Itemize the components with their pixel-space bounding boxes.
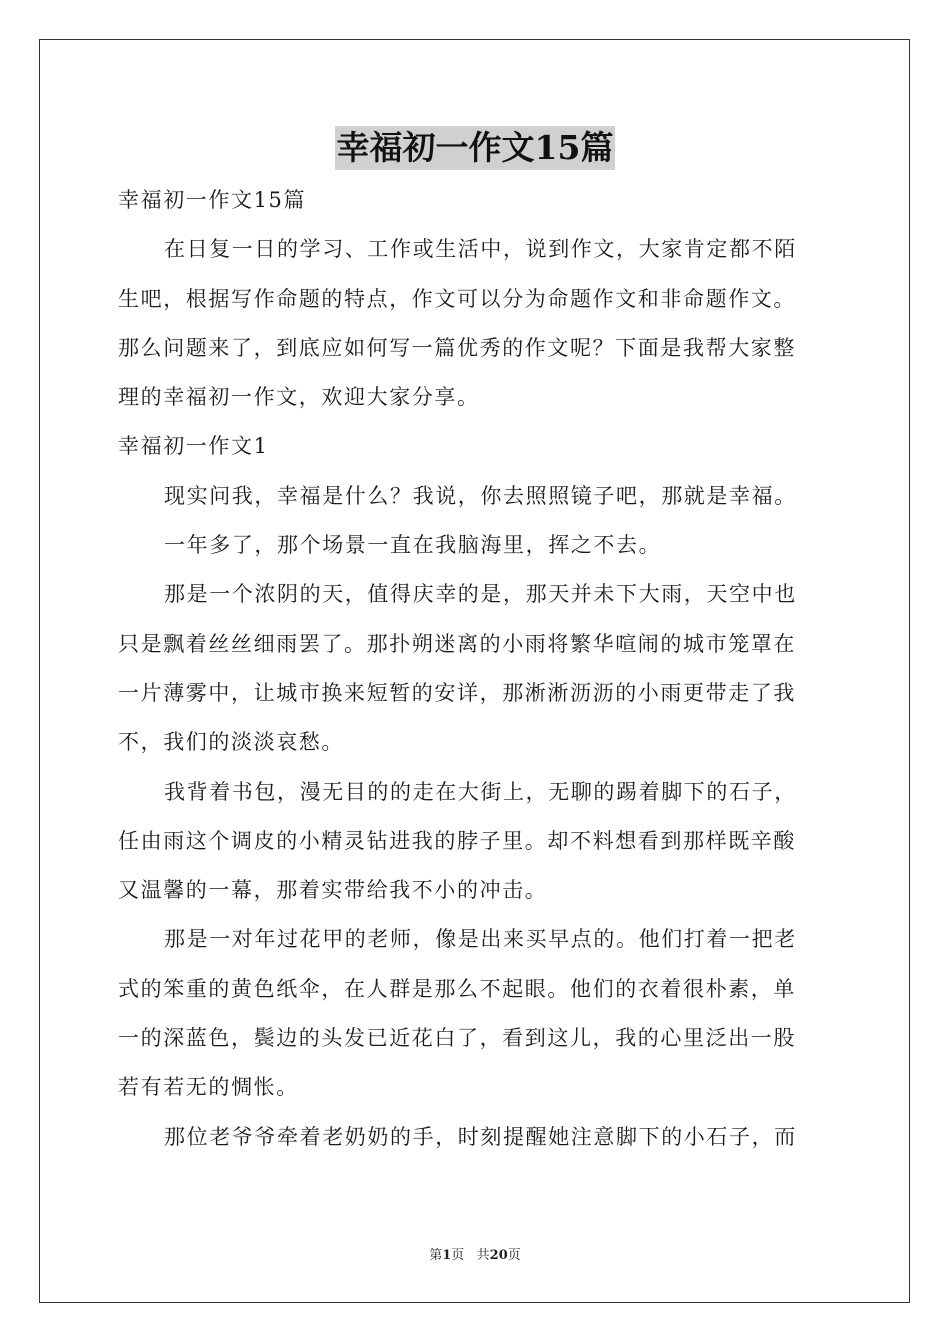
text-line-16: 那是一对年过花甲的老师，像是出来买早点的。他们打着一把老 xyxy=(164,927,797,952)
page-number-suffix: 页 xyxy=(507,1248,521,1263)
text-line-1: 幸福初一作文15篇 xyxy=(118,188,307,212)
text-line-13: 我背着书包，漫无目的的走在大街上，无聊的踢着脚下的石子， xyxy=(164,779,797,804)
text-line-17: 式的笨重的黄色纸伞，在人群是那么不起眼。他们的衣着很朴素，单 xyxy=(118,976,796,1001)
document-title: 幸福初一作文15篇 xyxy=(335,126,616,170)
text-line-2: 在日复一日的学习、工作或生活中，说到作文，大家肯定都不陌 xyxy=(164,237,797,262)
text-line-19: 若有若无的惆怅。 xyxy=(118,1075,299,1100)
page-number-middle: 页 共 xyxy=(451,1248,490,1263)
text-line-14: 任由雨这个调皮的小精灵钻进我的脖子里。却不料想看到那样既辛酸 xyxy=(118,828,796,853)
text-line-3: 生吧，根据写作命题的特点，作文可以分为命题作文和非命题作文。 xyxy=(118,286,796,311)
text-line-15: 又温馨的一幕，那着实带给我不小的冲击。 xyxy=(118,878,548,903)
text-line-11: 一片薄雾中，让城市换来短暂的安详，那淅淅沥沥的小雨更带走了我 xyxy=(118,680,796,705)
text-line-7: 现实问我，幸福是什么？我说，你去照照镜子吧，那就是幸福。 xyxy=(164,483,797,508)
title-container xyxy=(0,126,950,170)
page-number-prefix: 第 xyxy=(429,1248,443,1263)
total-page-number: 20 xyxy=(489,1248,508,1263)
text-line-12: 不，我们的淡淡哀愁。 xyxy=(118,730,344,755)
text-line-5: 理的幸福初一作文，欢迎大家分享。 xyxy=(118,385,480,410)
text-line-8: 一年多了，那个场景一直在我脑海里，挥之不去。 xyxy=(164,533,662,558)
text-line-20: 那位老爷爷牵着老奶奶的手，时刻提醒她注意脚下的小石子，而 xyxy=(164,1124,797,1149)
text-line-6: 幸福初一作文1 xyxy=(118,434,269,459)
text-line-9: 那是一个浓阴的天，值得庆幸的是，那天并未下大雨，天空中也 xyxy=(164,582,797,607)
text-line-18: 一的深蓝色，鬓边的头发已近花白了，看到这儿，我的心里泛出一股 xyxy=(118,1026,796,1051)
page-footer xyxy=(0,1246,950,1266)
current-page-number: 1 xyxy=(442,1248,452,1263)
text-line-10: 只是飘着丝丝细雨罢了。那扑朔迷离的小雨将繁华喧闹的城市笼罩在 xyxy=(118,631,796,656)
text-line-4: 那么问题来了，到底应如何写一篇优秀的作文呢？下面是我帮大家整 xyxy=(118,335,796,360)
document-body xyxy=(118,176,834,1162)
